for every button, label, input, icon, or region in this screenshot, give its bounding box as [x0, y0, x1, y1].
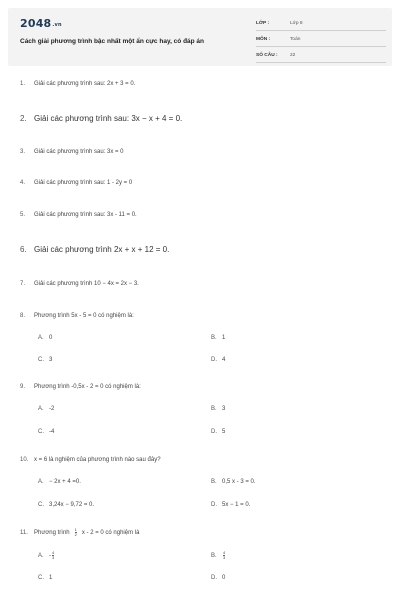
- q8-option-b[interactable]: B. 1: [211, 335, 226, 341]
- question-3: 3. Giải các phương trình sau: 3x = 0: [20, 149, 124, 155]
- q11-option-c[interactable]: C. 1: [38, 575, 53, 581]
- question-9: 9. Phương trình -0,5x - 2 = 0 có nghiệm là:: [20, 384, 141, 390]
- question-7: 7. Giải các phương trình 10 − 4x = 2x − 3.: [20, 281, 139, 287]
- meta-question-count: SỐ CÂU : 22: [256, 49, 386, 63]
- question-1: 1. Giải các phương trình sau: 2x + 3 = 0.: [20, 81, 136, 87]
- q9-option-d[interactable]: D. 5: [211, 429, 226, 435]
- q9-option-c[interactable]: C. -4: [38, 429, 55, 435]
- q11-option-d[interactable]: D. 0: [211, 575, 226, 581]
- q11-option-b[interactable]: B. $\frac{4}{3}$: [211, 550, 226, 560]
- worksheet-header: [8, 8, 392, 66]
- q8-option-a[interactable]: A. 0: [38, 335, 53, 341]
- worksheet-meta: [256, 17, 386, 65]
- meta-grade: LỚP : Lớp 8: [256, 17, 386, 31]
- question-2: 2. Giải các phương trình sau: 3x − x + 4 = 0.: [20, 114, 183, 123]
- q11-fraction: $\frac{1}{2}$: [74, 527, 77, 537]
- q10-option-b[interactable]: B. 0,5 x - 3 = 0.: [211, 479, 256, 485]
- q11-option-a[interactable]: A. - $\frac{4}{3}$: [38, 550, 55, 560]
- question-11: 11. Phương trình $\frac{1}{2}$ x - 2 = 0 có nghiệm là: [20, 527, 140, 537]
- site-logo[interactable]: 2048.vn: [20, 17, 62, 30]
- q9-option-b[interactable]: B. 3: [211, 406, 226, 412]
- page-title: Cách giải phương trình bậc nhất một ẩn cực hay, có đáp án: [20, 38, 205, 45]
- q10-option-a[interactable]: A. − 2x + 4 =0.: [38, 479, 81, 485]
- question-6: 6. Giải các phương trình 2x + x + 12 = 0.: [20, 245, 170, 254]
- question-4: 4. Giải các phương trình sau: 1 - 2y = 0: [20, 180, 133, 186]
- q10-option-d[interactable]: D. 5x − 1 = 0.: [211, 502, 251, 508]
- q8-option-c[interactable]: C. 3: [38, 357, 53, 363]
- q10-option-c[interactable]: C. 3,24x − 9,72 = 0.: [38, 502, 95, 508]
- q8-option-d[interactable]: D. 4: [211, 357, 226, 363]
- meta-subject: MÔN : Toán: [256, 33, 386, 47]
- question-10: 10. x = 6 là nghiệm của phương trình nào sau đây?: [20, 457, 161, 463]
- q9-option-a[interactable]: A. -2: [38, 406, 55, 412]
- question-5: 5. Giải các phương trình sau: 3x - 11 = 0.: [20, 212, 137, 218]
- question-8: 8. Phương trình 5x - 5 = 0 có nghiệm là:: [20, 313, 134, 319]
